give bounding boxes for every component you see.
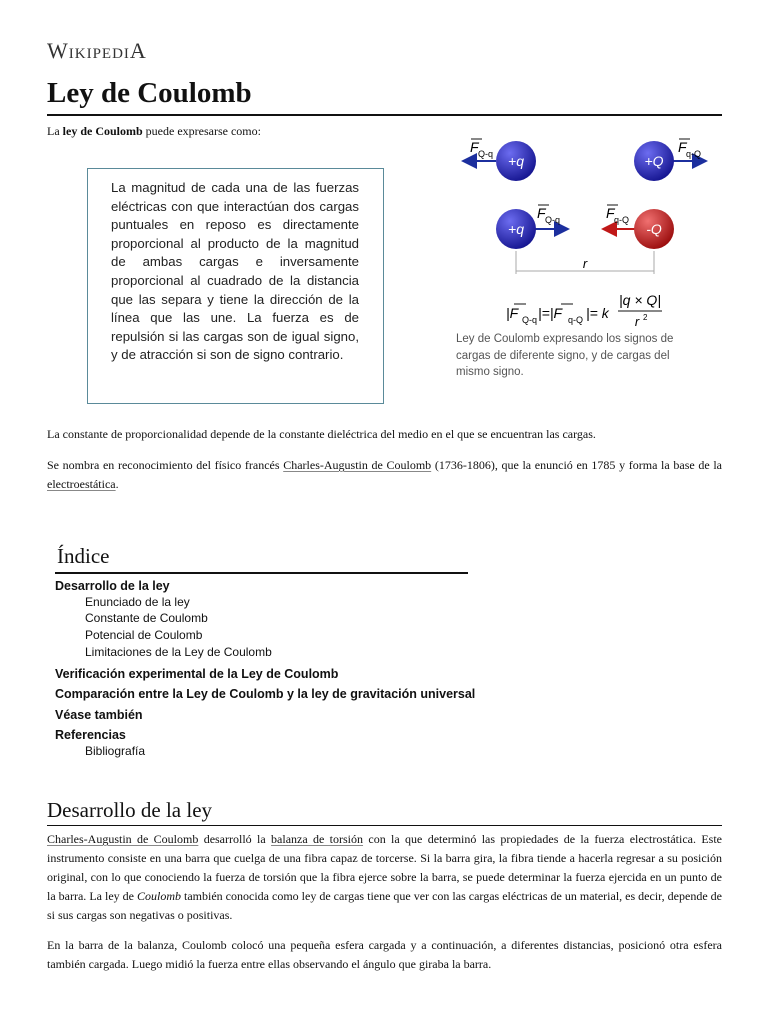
label-pos-q-bottom: +q: [508, 221, 524, 237]
svg-text:Q-q: Q-q: [522, 315, 538, 325]
toc-subitem[interactable]: Enunciado de la ley: [85, 595, 190, 609]
label-neg-Q: -Q: [646, 221, 662, 237]
toc-item[interactable]: Comparación entre la Ley de Coulomb y la ley de gravitación universal: [55, 687, 476, 701]
svg-text:q-Q: q-Q: [614, 215, 630, 225]
svg-text:2: 2: [643, 313, 648, 322]
paragraph-desarrollo-1: Charles-Augustin de Coulomb desarrolló la balanza de torsión con la que determinó las propiedades de la fuerza electrostática. Este instrumento consiste en una barra que cuelga de una fibra capaz de torcerse. Si la barra gira, la fibra tiende a hacerla regresar a su posición original, con lo que conociendo la fuerza de torsión que la fibra ejerce sobre la barra, se puede determinar la fuerza ejercida en un punto de la barra. La ley de Coulomb también conocida como ley de cargas tiene que ver con las cargas eléctricas de un material, es decir, depende de si sus cargas son negativas o positivas.: [47, 832, 722, 922]
paragraph-naming: Se nombra en reconocimiento del físico francés Charles-Augustin de Coulomb (1736-1806), que la enunció en 1785 y forma la base de la electroestática.: [47, 458, 722, 491]
coulomb-formula: [506, 292, 662, 329]
law-statement-text: La magnitud de cada una de las fuerzas eléctricas con que interactúan dos cargas puntuales en reposo es directamente proporcional al producto de la magnitud de ambas cargas e inversamente proporcional al cuadrado de la distancia que las separa y tiene la dirección de la línea que las une. La fuerza es de repulsión si las cargas son de igual signo, y de atracción si son de signo contrario.: [111, 180, 359, 363]
section-rule: [47, 825, 722, 826]
paragraph-constant: La constante de proporcionalidad depende de la constante dieléctrica del medio en el que se encuentran las cargas.: [47, 427, 596, 441]
wordmark-final: A: [129, 38, 147, 63]
svg-text:r: r: [634, 314, 640, 329]
svg-text:q-Q: q-Q: [568, 315, 584, 325]
title-rule: [47, 114, 722, 116]
link-coulomb[interactable]: Charles-Augustin de Coulomb: [283, 458, 432, 472]
wordmark-body: ikipedi: [68, 38, 130, 63]
link-balanza-torsion[interactable]: balanza de torsión: [271, 832, 364, 846]
toc-item[interactable]: Referencias: [55, 728, 126, 742]
svg-text:Q-q: Q-q: [545, 215, 561, 225]
toc-subitem[interactable]: Potencial de Coulomb: [85, 628, 203, 642]
section-heading-desarrollo: Desarrollo de la ley: [47, 798, 213, 822]
toc-item[interactable]: Verificación experimental de la Ley de Coulomb: [55, 667, 339, 681]
force-label-top-right: [678, 139, 701, 159]
link-coulomb-2[interactable]: Charles-Augustin de Coulomb: [47, 832, 199, 846]
svg-text:|= k: |= k: [586, 305, 609, 321]
label-pos-q-top: +q: [508, 153, 524, 169]
toc-rule: [55, 572, 468, 574]
svg-text:Q-q: Q-q: [478, 149, 494, 159]
toc-subitem[interactable]: Bibliografía: [85, 744, 146, 758]
toc-subitem[interactable]: Limitaciones de la Ley de Coulomb: [85, 645, 272, 659]
force-label-top-left: [470, 139, 493, 159]
toc-heading: Índice: [57, 544, 110, 568]
svg-text:|=|F: |=|F: [538, 305, 563, 321]
intro-bold-term: ley de Coulomb: [62, 124, 143, 138]
wikipedia-wordmark[interactable]: [47, 38, 147, 64]
page-title: Ley de Coulomb: [47, 77, 252, 109]
label-pos-Q: +Q: [644, 153, 664, 169]
svg-text:F: F: [470, 139, 479, 155]
svg-text:|q × Q|: |q × Q|: [619, 292, 661, 308]
figure-caption: Ley de Coulomb expresando los signos de cargas de diferente signo, y de cargas del mismo signo.: [456, 333, 674, 378]
paragraph-desarrollo-2: En la barra de la balanza, Coulomb colocó una pequeña esfera cargada y a continuación, a diferentes distancias, posicionó otra esfera también cargada. Luego midió la fuerza entre ellas observando el ángulo que giraba la barra.: [47, 938, 722, 971]
svg-text:q-Q: q-Q: [686, 149, 702, 159]
distance-label: r: [582, 256, 588, 271]
italic-coulomb: Coulomb: [137, 889, 182, 903]
svg-text:F: F: [606, 205, 615, 221]
svg-text:|F: |F: [506, 305, 519, 321]
svg-text:F: F: [537, 205, 546, 221]
force-label-bottom-right: [606, 205, 629, 225]
wordmark-initial: W: [47, 38, 69, 63]
toc-item[interactable]: Desarrollo de la ley: [55, 579, 170, 593]
intro-text: La ley de Coulomb puede expresarse como:: [47, 124, 261, 138]
force-label-bottom-left: [537, 205, 560, 225]
link-electroestatica[interactable]: electroestática: [47, 477, 116, 491]
toc-item[interactable]: Véase también: [55, 708, 143, 722]
toc-subitem[interactable]: Constante de Coulomb: [85, 611, 208, 625]
svg-text:F: F: [678, 139, 687, 155]
coulomb-figure: [440, 128, 730, 333]
